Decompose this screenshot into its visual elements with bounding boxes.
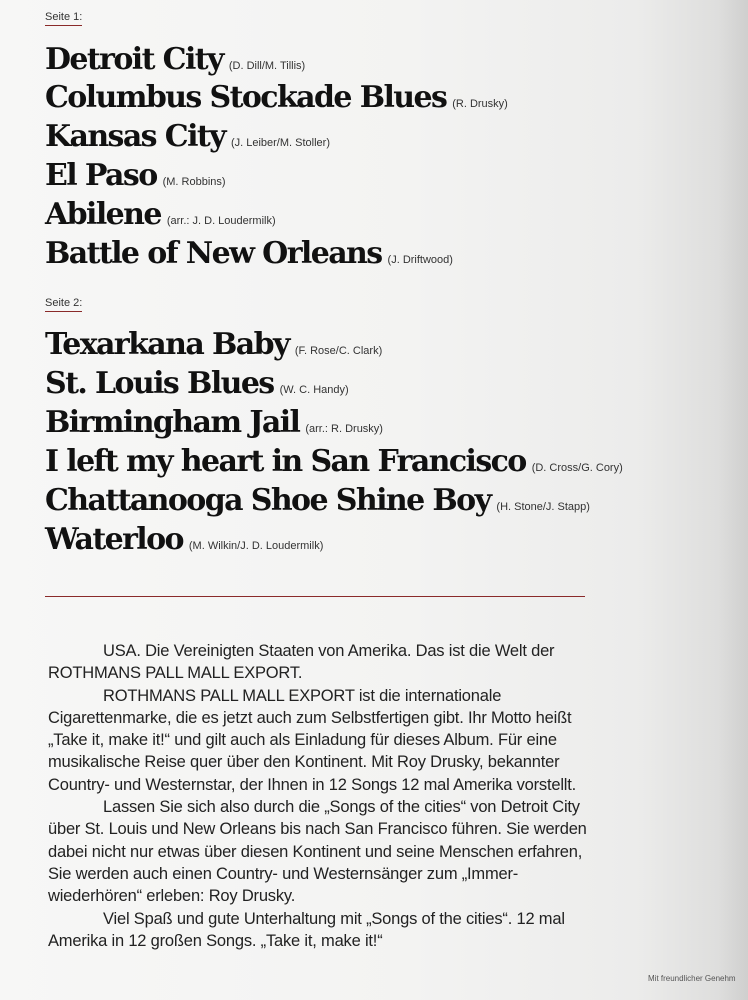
- track-item: [45, 156, 508, 195]
- track-item: [45, 325, 623, 364]
- track-credit: (arr.: R. Drusky): [305, 423, 383, 435]
- track-item: [45, 78, 508, 117]
- footer-note: Mit freundlicher Genehm: [648, 974, 736, 983]
- side2-tracklist: [45, 325, 623, 559]
- track-credit: (R. Drusky): [452, 98, 508, 110]
- side1-label: Seite 1:: [45, 10, 82, 26]
- paragraph: Viel Spaß und gute Unterhaltung mit „Songs of the cities“. 12 mal Amerika in 12 großen Songs. „Take it, make it!“: [48, 909, 565, 950]
- track-credit: (J. Driftwood): [387, 254, 453, 266]
- track-credit: (M. Wilkin/J. D. Loudermilk): [188, 540, 324, 552]
- paragraph: USA. Die Vereinigten Staaten von Amerika. Das ist die Welt der ROTHMANS PALL MALL EXPORT.: [48, 642, 555, 683]
- track-credit: (arr.: J. D. Loudermilk): [166, 215, 276, 227]
- section-divider: [45, 596, 585, 597]
- track-item: [45, 442, 623, 481]
- track-credit: (D. Dill/M. Tillis): [228, 60, 306, 72]
- track-title: Battle of New Orleans: [45, 236, 382, 271]
- track-item: [45, 234, 508, 273]
- track-title: I left my heart in San Francisco: [45, 444, 526, 479]
- track-item: [45, 364, 623, 403]
- track-title: Texarkana Baby: [45, 327, 289, 362]
- track-title: St. Louis Blues: [45, 366, 274, 401]
- track-title: Abilene: [45, 197, 161, 232]
- track-item: [45, 195, 508, 234]
- track-item: [45, 520, 623, 559]
- liner-notes: [48, 640, 588, 952]
- track-title: Columbus Stockade Blues: [45, 80, 447, 115]
- track-credit: (D. Cross/G. Cory): [531, 462, 623, 474]
- track-credit: (W. C. Handy): [279, 384, 349, 396]
- track-credit: (F. Rose/C. Clark): [294, 345, 383, 357]
- track-credit: (M. Robbins): [162, 176, 226, 188]
- track-title: Detroit City: [45, 42, 223, 77]
- track-title: Waterloo: [45, 522, 183, 557]
- side1-tracklist: [45, 40, 508, 273]
- track-title: El Paso: [45, 158, 157, 193]
- track-item: [45, 117, 508, 156]
- paragraph: ROTHMANS PALL MALL EXPORT ist die internationale Cigarettenmarke, die es jetzt auch zum Selbstfertigen gibt. Ihr Motto heißt „Take it, make it!“ und gilt auch als Einladung für dieses Album. Für eine musikalische Reise quer über den Kontinent. Mit Roy Drusky, bekannter Country- und Westernstar, der Ihnen in 12 Songs 12 mal Amerika vorstellt.: [48, 686, 577, 794]
- paragraph: Lassen Sie sich also durch die „Songs of the cities“ von Detroit City über St. Louis und New Orleans bis nach San Francisco führen. Sie werden dabei nicht nur etwas über diesen Kontinent und seine Menschen erfahren, Sie werden auch einen Country- und Westernsänger zum „Immer-wiederhören“ erleben: Roy Drusky.: [48, 798, 587, 906]
- track-title: Chattanooga Shoe Shine Boy: [45, 483, 491, 518]
- side2-label: Seite 2:: [45, 296, 82, 312]
- track-item: [45, 40, 508, 78]
- track-credit: (J. Leiber/M. Stoller): [230, 137, 330, 149]
- track-item: [45, 481, 623, 520]
- track-title: Kansas City: [45, 119, 225, 154]
- track-item: [45, 403, 623, 442]
- track-title: Birmingham Jail: [45, 405, 300, 440]
- track-credit: (H. Stone/J. Stapp): [496, 501, 590, 513]
